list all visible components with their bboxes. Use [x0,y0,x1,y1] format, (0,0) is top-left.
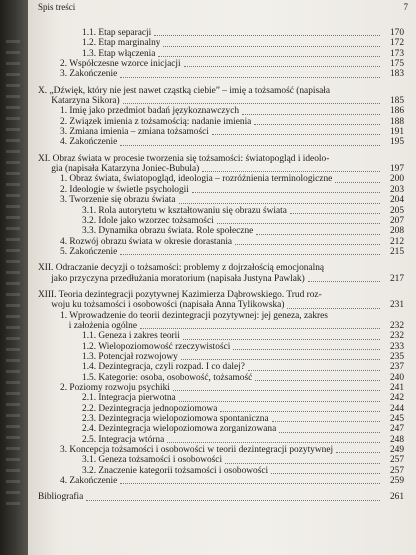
toc-entry [38,59,404,69]
dot-leader [163,46,380,47]
toc-entry [38,106,404,116]
dot-leader [86,500,380,501]
toc-entry-title: 1.4. Dezintegracja, czyli rozpad. I co dalej? [82,362,245,373]
toc-entry-page: 259 [389,476,404,487]
dot-leader [235,244,380,245]
toc-entry-title: 3.2. Znaczenie kategorii tożsamości i osobowości [82,465,269,476]
toc-entry-page: 203 [389,184,404,195]
toc-entry [38,342,404,352]
toc-entry-title: 2. Związek imienia z tożsamością: nadanie imienia [60,116,252,127]
toc-entry-title: Katarzyna Sikora) [51,96,120,107]
dot-leader [140,328,380,329]
dot-leader [202,171,380,172]
toc-entry-page: 200 [389,174,404,185]
toc-entry-page: 183 [389,69,404,80]
toc-entry-page: 242 [389,393,404,404]
running-title: Spis treści [38,2,76,12]
toc-entry-title: gia (napisała Katarzyna Joniec-Bubula) [51,164,200,175]
toc-entry-title: 1.3. Etap włączenia [82,48,156,59]
toc-entry [38,216,404,226]
toc-entry-title: 3.3. Dynamika obrazu świata. Role społeczne [82,226,254,237]
toc-entry [38,185,404,195]
dot-leader [181,359,380,360]
dot-leader [173,390,380,391]
toc-entry-page: 185 [389,96,404,107]
toc-entry-title: 3. Zakończenie [60,69,118,80]
dot-leader [336,452,380,453]
toc-entry [38,164,404,174]
dot-leader [120,254,380,255]
toc-entry-title: XII. Odraczanie decyzji o tożsamości: problemy z dojrzałością emocjonalną [38,263,325,274]
dot-leader [272,421,380,422]
dot-leader [212,134,380,135]
dot-leader [120,145,380,146]
toc-entry [38,435,404,445]
toc-entry [38,476,404,486]
dot-leader [167,442,380,443]
toc-entry-title: 2. Poziomy rozwoju psychiki [60,383,170,393]
dot-leader [335,182,380,183]
dot-leader [233,349,380,350]
dot-leader [287,308,380,309]
toc-entry [38,28,404,38]
toc-entry-page: 175 [389,59,404,70]
toc-entry [38,466,404,476]
toc-entry-title: 2.5. Integracja wtórna [82,434,165,445]
dot-leader [120,77,380,78]
toc-entry-page: 212 [389,236,404,247]
toc-entry-title: 1.2. Etap marginalny [82,38,161,49]
toc-entry-title: 3.1. Rola autorytetu w kształtowaniu się obrazu świata [82,205,287,216]
toc-entry [38,404,404,414]
dot-leader [192,192,380,193]
toc-entry [38,373,404,383]
toc-entry-title: 2.3. Dezintegracja wielopoziomowa spontaniczna [82,414,269,425]
toc-entry-title: 2.1. Integracja pierwotna [82,393,176,404]
toc-entry-page: 248 [389,434,404,445]
book-page [28,0,416,555]
toc-entry [38,455,404,465]
toc-entry-page: 188 [389,116,404,127]
dot-leader [217,223,380,224]
toc-entry [38,492,404,502]
page-header [38,2,408,16]
toc-entry-page: 240 [389,372,404,383]
toc-entry-title: 4. Zakończenie [60,137,118,148]
toc-entry-title: 2.4. Dezintegracja wielopoziomowa zorganizowana [82,424,277,435]
toc-entry [38,206,404,216]
toc-entry-page: 232 [389,331,404,342]
toc-entry [38,127,404,137]
toc-entry [38,331,404,341]
dot-leader [242,114,380,115]
toc-entry [38,38,404,48]
toc-entry-title: 1.1. Etap separacji [82,28,152,38]
toc-entry-page: 197 [389,164,404,175]
toc-entry-page: 247 [389,424,404,435]
toc-entry-title: 3. Zmiana imienia – zmiana tożsamości [60,127,209,138]
toc-entry [38,154,404,164]
dot-leader [123,103,380,104]
toc-entry-title: 5. Zakończenie [60,246,118,257]
toc-entry-title: jako przyczyna przedłużania moratorium (napisała Justyna Pawlak) [51,273,305,284]
toc-entry-title: 3. Koncepcja tożsamości i osobowości w teorii dezintegracji pozytywnej [60,445,334,456]
dot-leader [290,213,380,214]
dot-leader [120,483,380,484]
dot-leader [154,35,380,36]
toc-entry-page: 217 [389,273,404,284]
toc-entry-title: 3. Tworzenie się obrazu świata [60,195,176,206]
toc-entry [38,247,404,257]
toc-entry [38,195,404,205]
toc-entry-page: 205 [389,205,404,216]
toc-entry [38,290,404,300]
dot-leader [183,339,380,340]
toc-entry [38,174,404,184]
dot-leader [271,473,380,474]
toc-entry-page: 257 [389,455,404,466]
dot-leader [254,124,380,125]
toc-entry [38,352,404,362]
dot-leader [256,234,380,235]
toc-entry-title: X. „Dźwięk, który nie jest nawet cząstką ciebie” – imię a tożsamość (napisała [38,85,331,96]
toc-entry-title: 4. Zakończenie [60,476,118,487]
toc-entry [38,226,404,236]
dot-leader [308,281,380,282]
toc-entry-title: 1.3. Potencjał rozwojowy [82,351,178,362]
toc-entry [38,393,404,403]
toc-entry-page: 235 [389,351,404,362]
toc-entry [38,362,404,372]
table-of-contents [38,28,404,503]
toc-entry-title: XI. Obraz świata w procesie tworzenia się tożsamości: światopogląd i ideolo- [38,153,330,164]
toc-entry-page: 249 [389,445,404,456]
dot-leader [179,401,380,402]
toc-entry-page: 231 [389,300,404,311]
toc-entry-title: 2. Ideologie w świetle psychologii [60,184,189,195]
toc-entry-page: 215 [389,246,404,257]
toc-entry [38,445,404,455]
toc-entry-page: 261 [389,492,404,503]
dot-leader [220,411,380,412]
toc-entry-page: 241 [389,383,404,393]
toc-entry [38,321,404,331]
dot-leader [225,463,380,464]
toc-entry-title: woju ku tożsamości i osobowości (napisała Anna Tylikowska) [51,300,285,311]
toc-entry [38,137,404,147]
toc-entry [38,237,404,247]
toc-entry [38,414,404,424]
toc-entry-page: 245 [389,414,404,425]
toc-entry-title: 1. Imię jako przedmiot badań językoznawczych [60,106,240,117]
toc-entry [38,49,404,59]
toc-entry-title: XIII. Teoria dezintegracji pozytywnej Kazimierza Dąbrowskiego. Trud roz- [38,289,322,300]
toc-entry-page: 233 [389,341,404,352]
dot-leader [179,203,380,204]
toc-entry [38,263,404,273]
toc-entry-title: 1.5. Kategorie: osoba, osobowość, tożsamość [82,372,253,383]
toc-entry [38,274,404,284]
toc-entry-title: 1. Wprowadzenie do teorii dezintegracji pozytywnej: jej geneza, zakres [60,310,328,321]
toc-entry-page: 257 [389,465,404,476]
toc-entry-title: 2.2. Dezintegracja jednopoziomowa [82,403,218,414]
toc-entry-title: 4. Rozwój obrazu świata w okresie dorastania [60,236,233,247]
toc-entry-page: 208 [389,226,404,237]
toc-entry-page: 191 [389,127,404,138]
toc-entry-title: 1. Obraz świata, światopogląd, ideologia – rozróżnienia terminologiczne [60,174,333,185]
toc-entry [38,86,404,96]
toc-entry-page: 186 [389,106,404,117]
toc-entry-title: 2. Współczesne wzorce inicjacji [60,59,181,70]
dot-leader [279,432,380,433]
toc-entry-page: 244 [389,403,404,414]
toc-entry-page: 172 [389,38,404,49]
dot-leader [255,380,380,381]
toc-entry [38,311,404,321]
toc-entry-page: 170 [389,28,404,38]
book-binding [0,0,28,555]
toc-entry-page: 195 [389,137,404,148]
toc-entry-title: 1.2. Wielopoziomowość rzeczywistości [82,341,231,352]
dot-leader [184,66,380,67]
dot-leader [158,56,380,57]
toc-entry-page: 237 [389,362,404,373]
toc-entry-title: i założenia ogólne [68,320,137,331]
dot-leader [248,370,380,371]
toc-entry-title: Bibliografia [38,492,84,503]
toc-entry [38,383,404,393]
toc-entry-title: 3.1. Geneza tożsamości i osobowości [82,455,223,466]
toc-entry-page: 173 [389,48,404,59]
toc-entry-page: 232 [389,320,404,331]
toc-entry-page: 207 [389,215,404,226]
toc-entry [38,69,404,79]
toc-entry [38,300,404,310]
toc-entry-page: 204 [389,195,404,206]
toc-entry-title: 3.2. Idole jako wzorzec tożsamości [82,215,214,226]
toc-entry-title: 1.1. Geneza i zakres teorii [82,331,180,342]
toc-entry [38,96,404,106]
toc-entry [38,117,404,127]
page-number: 7 [403,2,408,12]
toc-entry [38,424,404,434]
